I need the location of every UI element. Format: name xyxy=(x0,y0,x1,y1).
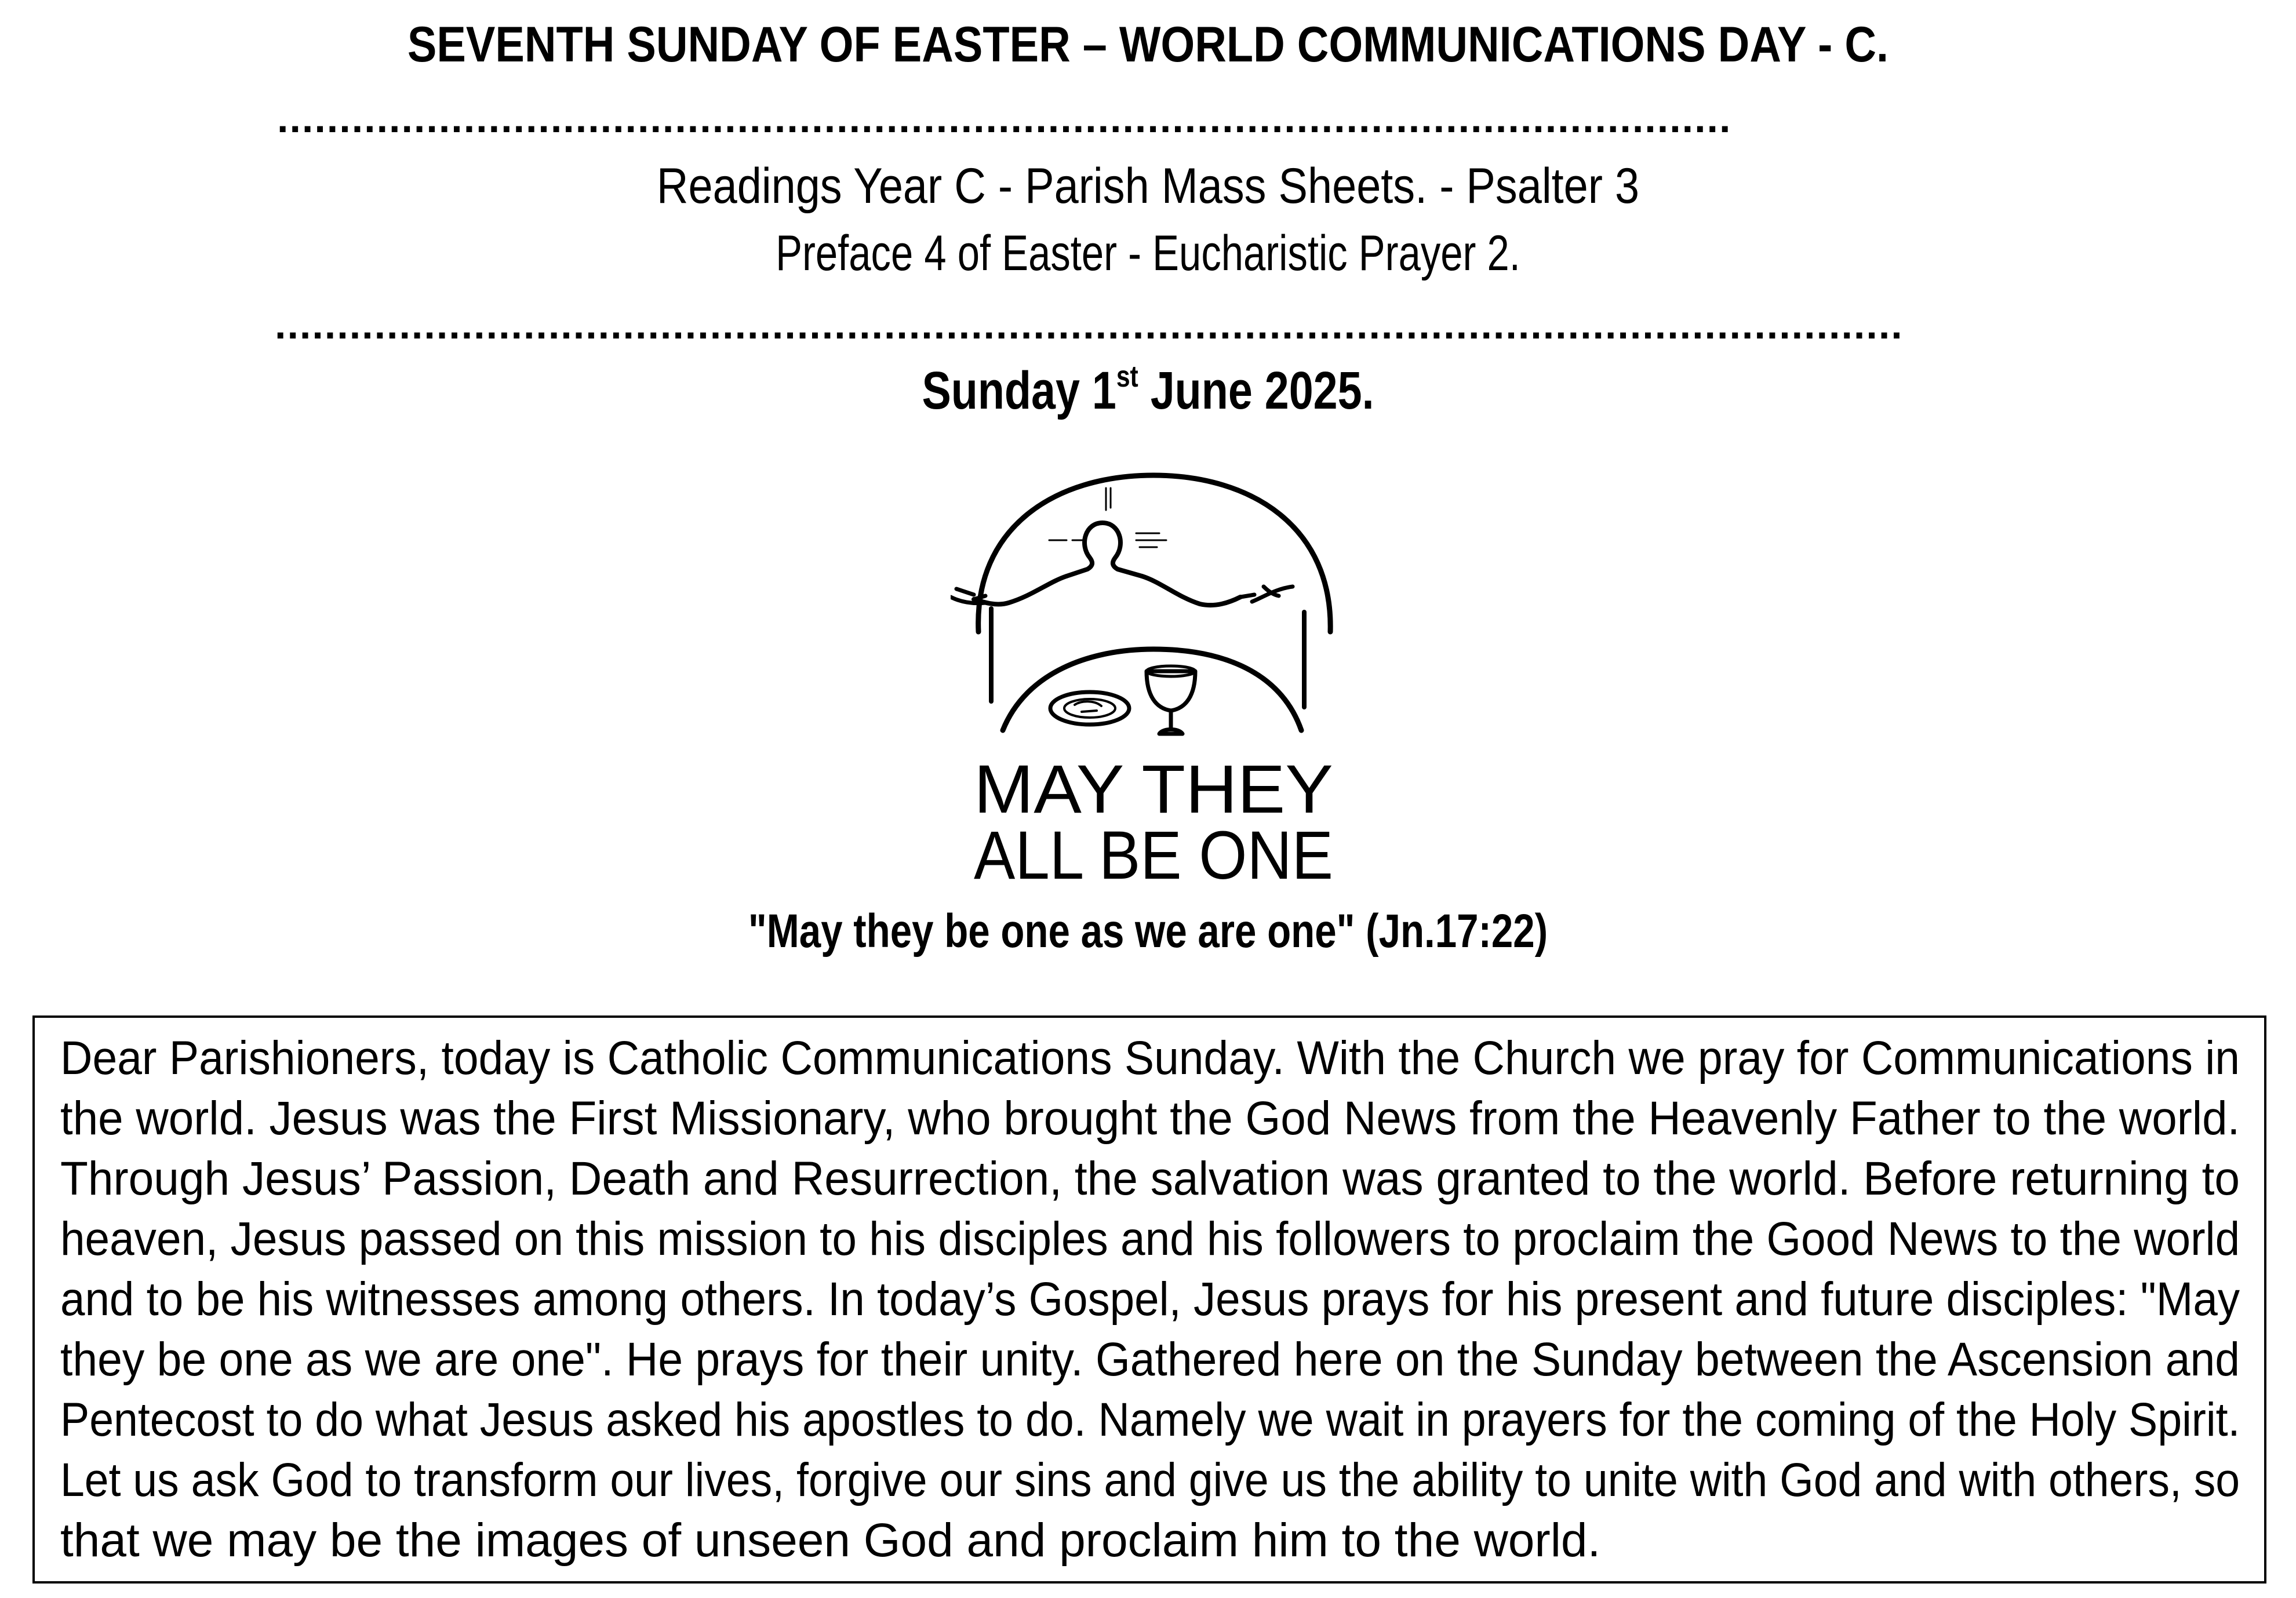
readings-line: Readings Year C - Parish Mass Sheets. - Psalter 3 xyxy=(656,158,1640,214)
dotted-divider-top: ..................................................................................................................... xyxy=(277,107,1732,139)
emblem-cup xyxy=(1147,671,1195,734)
emblem-body xyxy=(974,576,1240,605)
message-line-1: Dear Parishioners, today is Catholic Communications Sunday. With the Church we pray for Communications in xyxy=(60,1032,2240,1084)
scripture-quote: "May they be one as we are one" (Jn.17:22) xyxy=(748,905,1548,958)
emblem-table xyxy=(1003,649,1301,730)
message-line-3: Through Jesus’ Passion, Death and Resurrection, the salvation was granted to the world. Before returning to xyxy=(60,1152,2240,1205)
emblem-arch xyxy=(978,475,1330,632)
emblem-right-hand xyxy=(1240,587,1293,602)
emblem-text-line2: ALL BE ONE xyxy=(974,817,1333,887)
message-line-5: and to be his witnesses among others. In today’s Gospel, Jesus prays for his present and future disciples: "May xyxy=(60,1273,2240,1326)
message-line-8: Let us ask God to transform our lives, forgive our sins and give us the ability to unite with God and with others, so xyxy=(60,1454,2240,1506)
pastor-message-box xyxy=(32,1015,2266,1584)
unity-emblem-icon xyxy=(951,458,1356,887)
date-prefix: Sunday 1 xyxy=(922,361,1116,420)
dotted-divider-bottom: ................................................................................................................................... xyxy=(275,313,1904,345)
message-line-2: the world. Jesus was the First Missionary, who brought the God News from the Heavenly Father to the world. xyxy=(60,1092,2240,1145)
emblem-head xyxy=(1067,523,1142,576)
message-line-4: heaven, Jesus passed on this mission to his disciples and his followers to proclaim the Good News to the world xyxy=(60,1213,2240,1265)
emblem-plate xyxy=(1050,692,1129,725)
mass-date xyxy=(206,361,2089,421)
page-title: SEVENTH SUNDAY OF EASTER – WORLD COMMUNICATIONS DAY - C. xyxy=(407,17,1889,72)
preface-line: Preface 4 of Easter - Eucharistic Prayer 2. xyxy=(776,225,1520,281)
message-line-7: Pentecost to do what Jesus asked his apostles to do. Namely we wait in prayers for the coming of the Holy Spirit. xyxy=(60,1393,2240,1446)
emblem-text-line1: MAY THEY xyxy=(974,751,1333,828)
message-line-6: they be one as we are one". He prays for their unity. Gathered here on the Sunday between the Ascension and xyxy=(60,1333,2240,1386)
emblem-halo-lines xyxy=(1049,488,1166,547)
date-suffix: June 2025. xyxy=(1138,361,1374,420)
date-ordinal: st xyxy=(1116,360,1138,394)
message-line-9: that we may be the images of unseen God and proclaim him to the world. xyxy=(60,1514,1601,1567)
